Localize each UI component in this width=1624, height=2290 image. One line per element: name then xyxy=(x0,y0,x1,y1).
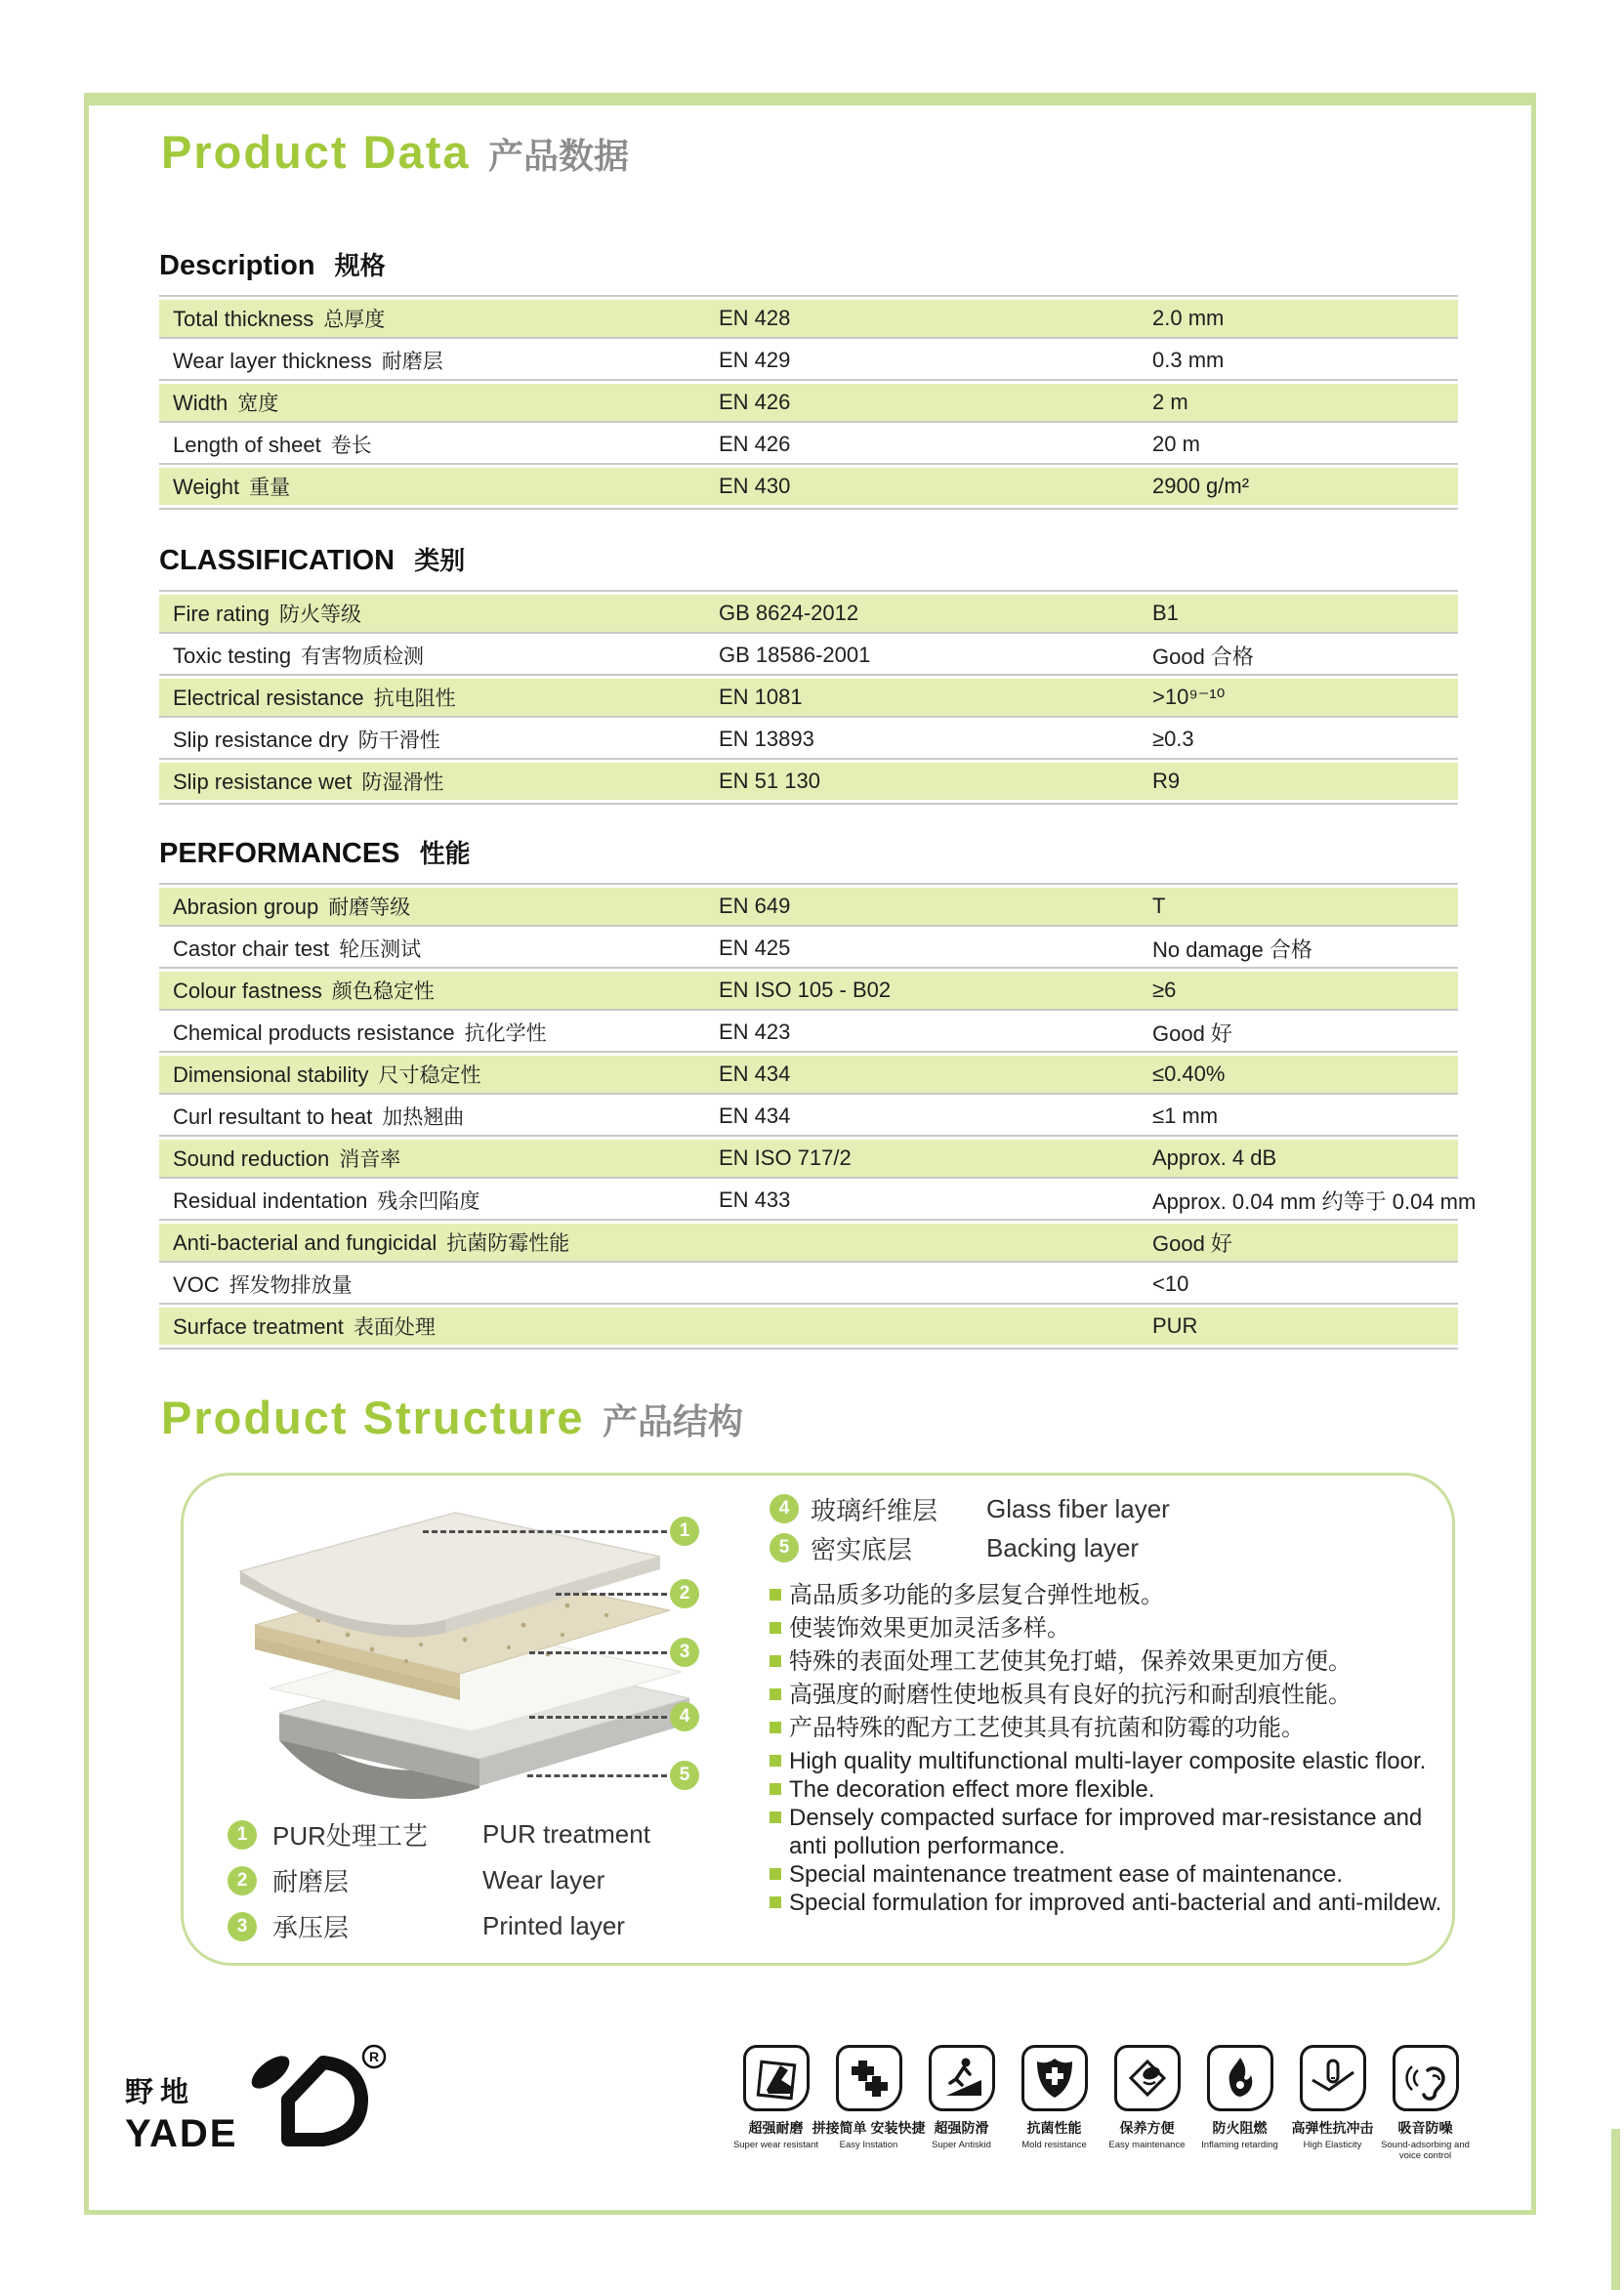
antiskid-icon xyxy=(937,2053,987,2103)
performances-table xyxy=(159,883,1477,1350)
table-row xyxy=(159,1051,1458,1093)
leader-line-3 xyxy=(529,1651,667,1654)
bullet-item xyxy=(770,1889,1453,1917)
section-description xyxy=(159,246,1458,510)
legend-left xyxy=(228,1811,650,1949)
legend-label-en: Glass fiber layer xyxy=(986,1493,1170,1523)
row-label: Length of sheet 卷长 xyxy=(173,433,372,457)
row-label: Chemical products resistance 抗化学性 xyxy=(173,1020,547,1045)
row-value: PUR xyxy=(1152,1313,1198,1338)
table-row xyxy=(159,421,1458,463)
row-standard: EN 426 xyxy=(719,390,791,414)
bullet-text: High quality multifunctional multi-layer composite elastic floor. xyxy=(789,1748,1427,1774)
section-heading-en: Description xyxy=(159,250,315,281)
row-standard: EN 426 xyxy=(719,432,791,456)
bullet-item xyxy=(770,1804,1453,1860)
bullet-text: Special maintenance treatment ease of maintenance. xyxy=(789,1861,1344,1888)
table-row xyxy=(159,1303,1458,1345)
table-row xyxy=(159,337,1458,379)
table-row xyxy=(159,674,1458,716)
table-row xyxy=(159,1093,1458,1135)
section-heading xyxy=(159,834,1458,870)
legend-number: 4 xyxy=(770,1494,799,1523)
row-standard: EN 429 xyxy=(719,348,791,372)
section-heading-en: CLASSIFICATION xyxy=(159,545,396,576)
section-heading xyxy=(159,541,1458,577)
row-standard: EN ISO 717/2 xyxy=(719,1145,852,1170)
bullet-text: The decoration effect more flexible. xyxy=(789,1776,1155,1803)
row-value: ≤1 mm xyxy=(1152,1103,1219,1128)
row-label: Curl resultant to heat 加热翘曲 xyxy=(173,1104,465,1129)
row-standard: EN 433 xyxy=(719,1187,791,1212)
bullet-square-icon xyxy=(770,1783,781,1795)
shoe-icon xyxy=(751,2053,802,2103)
ear-icon xyxy=(1400,2053,1451,2103)
structure-panel xyxy=(181,1473,1455,1966)
layer-number-2: 2 xyxy=(670,1579,699,1608)
bullet-text: Densely compacted surface for improved mar-resistance and anti pollution performance. xyxy=(789,1805,1423,1859)
layer-number-4: 4 xyxy=(670,1702,699,1731)
layer-number-5: 5 xyxy=(670,1761,699,1790)
description-table xyxy=(159,295,1458,510)
row-value: <10 xyxy=(1152,1271,1189,1296)
layer-diagram xyxy=(201,1493,729,1820)
legend-label-zh: 玻璃纤维层 xyxy=(811,1495,938,1525)
svg-text:R: R xyxy=(369,2049,380,2064)
legend-item xyxy=(228,1857,650,1903)
legend-number: 2 xyxy=(228,1866,257,1895)
legend-item xyxy=(228,1811,650,1857)
row-value: Approx. 0.04 mm 约等于 0.04 mm xyxy=(1152,1188,1477,1214)
section-heading-zh: 类别 xyxy=(414,546,466,575)
row-standard: EN 430 xyxy=(719,474,791,498)
bullet-item xyxy=(770,1775,1453,1804)
table-row xyxy=(159,1219,1458,1261)
bullet-item xyxy=(770,1612,1453,1645)
row-label: Width 宽度 xyxy=(173,391,279,415)
feature-bullets-en xyxy=(770,1747,1453,1917)
row-label: Surface treatment 表面处理 xyxy=(173,1314,436,1339)
feature-badges xyxy=(729,2045,1472,2162)
bullet-square-icon xyxy=(770,1589,781,1601)
row-standard: GB 18586-2001 xyxy=(719,643,871,667)
page-title xyxy=(161,125,629,179)
row-label: Fire rating 防火等级 xyxy=(173,602,362,626)
row-value: Good 好 xyxy=(1152,1230,1232,1256)
leader-line-4 xyxy=(529,1716,667,1719)
section-heading-zh: 性能 xyxy=(419,839,471,868)
bullet-square-icon xyxy=(770,1655,781,1667)
row-label: Sound reduction 消音率 xyxy=(173,1146,401,1171)
row-value: Good 合格 xyxy=(1152,644,1254,669)
row-standard: EN ISO 105 - B02 xyxy=(719,978,892,1002)
bullet-item xyxy=(770,1860,1453,1889)
structure-title xyxy=(161,1391,743,1444)
bullet-item xyxy=(770,1679,1453,1712)
row-value: B1 xyxy=(1152,601,1179,625)
row-value: 2900 g/m² xyxy=(1152,474,1250,498)
row-standard: EN 423 xyxy=(719,1020,791,1044)
bullet-square-icon xyxy=(770,1811,781,1823)
row-label: Colour fastness 颜色稳定性 xyxy=(173,978,435,1003)
press-finger-icon xyxy=(1308,2053,1358,2103)
row-value: ≥0.3 xyxy=(1152,727,1194,751)
legend-label-zh: 耐磨层 xyxy=(272,1867,350,1896)
row-value: 2 m xyxy=(1152,390,1188,414)
table-row xyxy=(159,379,1458,421)
flame-icon xyxy=(1215,2053,1266,2103)
table-row xyxy=(159,758,1458,800)
row-value: Good 好 xyxy=(1152,1020,1232,1046)
legend-item xyxy=(770,1528,1170,1567)
row-standard: EN 13893 xyxy=(719,727,814,751)
section-heading-zh: 规格 xyxy=(334,251,386,280)
bullet-square-icon xyxy=(770,1688,781,1700)
bullet-square-icon xyxy=(770,1868,781,1880)
table-row xyxy=(159,632,1458,674)
puzzle-icon xyxy=(844,2053,895,2103)
row-standard: GB 8624-2012 xyxy=(719,601,859,625)
yade-logo-icon xyxy=(243,2043,390,2150)
badge-easy-installation: 拼接简单 安装快捷 Easy Instation xyxy=(822,2045,915,2162)
row-label: Wear layer thickness 耐磨层 xyxy=(173,349,443,373)
row-label: Dimensional stability 尺寸稳定性 xyxy=(173,1062,481,1087)
row-label: Residual indentation 残余凹陷度 xyxy=(173,1188,480,1213)
row-value: R9 xyxy=(1152,769,1181,793)
legend-label-en: PUR treatment xyxy=(482,1819,650,1849)
structure-title-en: Product Structure xyxy=(161,1392,585,1443)
legend-item xyxy=(228,1903,650,1949)
legend-label-zh: 承压层 xyxy=(272,1913,350,1942)
row-label: Slip resistance wet 防湿滑性 xyxy=(173,770,444,794)
brand-name-en: YADE xyxy=(125,2112,238,2155)
row-value: 20 m xyxy=(1152,432,1200,456)
row-label: Castor chair test 轮压测试 xyxy=(173,937,422,961)
legend-label-zh: PUR处理工艺 xyxy=(272,1821,428,1851)
brand-logo-text xyxy=(125,2043,237,2156)
row-value: ≥6 xyxy=(1152,978,1177,1002)
legend-number: 5 xyxy=(770,1533,799,1562)
shield-cross-icon xyxy=(1029,2053,1080,2103)
table-row xyxy=(159,1135,1458,1177)
row-standard: EN 428 xyxy=(719,306,791,330)
bullet-square-icon xyxy=(770,1755,781,1767)
row-standard: EN 649 xyxy=(719,894,791,918)
row-standard: EN 434 xyxy=(719,1103,791,1128)
legend-number: 1 xyxy=(228,1820,257,1850)
row-label: Toxic testing 有害物质检测 xyxy=(173,644,425,668)
table-row xyxy=(159,967,1458,1009)
badge-fire-retardant: 防火阻燃 Inflaming retarding xyxy=(1193,2045,1286,2162)
badge-antibacterial: 抗菌性能 Mold resistance xyxy=(1008,2045,1101,2162)
row-value: 0.3 mm xyxy=(1152,348,1225,372)
table-row xyxy=(159,925,1458,967)
table-row xyxy=(159,1261,1458,1303)
legend-label-en: Wear layer xyxy=(482,1865,605,1894)
page-title-en: Product Data xyxy=(161,126,471,178)
brand-name-zh: 野地 xyxy=(125,2077,196,2108)
page-title-zh: 产品数据 xyxy=(487,136,629,176)
badge-wear-resistant: 超强耐磨 Super wear resistant xyxy=(729,2045,822,2162)
row-label: Weight 重量 xyxy=(173,475,291,499)
badge-antiskid: 超强防滑 Super Antiskid xyxy=(915,2045,1008,2162)
bullet-text: 产品特殊的配方工艺使其具有抗菌和防霉的功能。 xyxy=(789,1715,1305,1741)
legend-right xyxy=(770,1489,1170,1567)
section-classification xyxy=(159,541,1458,805)
legend-item xyxy=(770,1489,1170,1528)
bullet-text: 特殊的表面处理工艺使其免打蜡，保养效果更加方便。 xyxy=(789,1648,1352,1675)
row-standard: EN 425 xyxy=(719,936,791,960)
table-row xyxy=(159,590,1458,632)
table-row xyxy=(159,295,1458,337)
table-row xyxy=(159,1009,1458,1051)
layer-number-3: 3 xyxy=(670,1638,699,1667)
section-heading-en: PERFORMANCES xyxy=(159,838,400,869)
legend-label-en: Backing layer xyxy=(986,1532,1140,1562)
section-performances xyxy=(159,834,1477,1350)
row-value: T xyxy=(1152,894,1166,918)
brand-logo xyxy=(125,2043,390,2156)
feature-bullets-zh xyxy=(770,1579,1453,1745)
structure-title-zh: 产品结构 xyxy=(603,1401,744,1441)
table-row xyxy=(159,1177,1477,1219)
table-row xyxy=(159,716,1458,758)
row-value: Approx. 4 dB xyxy=(1152,1145,1277,1170)
bullet-square-icon xyxy=(770,1722,781,1733)
bullet-square-icon xyxy=(770,1622,781,1634)
row-standard: EN 51 130 xyxy=(719,769,820,793)
wipe-hand-icon xyxy=(1122,2053,1173,2103)
row-label: Total thickness 总厚度 xyxy=(173,307,386,331)
row-standard: EN 1081 xyxy=(719,685,803,709)
badge-high-elasticity: 高弹性抗冲击 High Elasticity xyxy=(1286,2045,1379,2162)
badge-easy-maintenance: 保养方便 Easy maintenance xyxy=(1101,2045,1193,2162)
leader-line-2 xyxy=(556,1593,667,1596)
table-row xyxy=(159,883,1458,925)
bullet-item xyxy=(770,1645,1453,1679)
bullet-text: 使装饰效果更加灵活多样。 xyxy=(789,1615,1070,1642)
badge-sound-absorbing: 吸音防噪 Sound-adsorbing and voice control xyxy=(1379,2045,1472,2162)
row-value: ≤0.40% xyxy=(1152,1062,1226,1086)
layer-number-1: 1 xyxy=(670,1517,699,1546)
table-row xyxy=(159,463,1458,505)
section-heading xyxy=(159,246,1458,282)
bullet-item xyxy=(770,1579,1453,1612)
bullet-item xyxy=(770,1712,1453,1745)
leader-line-1 xyxy=(423,1530,667,1533)
legend-label-zh: 密实底层 xyxy=(811,1534,913,1564)
bullet-item xyxy=(770,1747,1453,1775)
row-value: No damage 合格 xyxy=(1152,937,1312,962)
row-value: 2.0 mm xyxy=(1152,306,1225,330)
bullet-text: 高品质多功能的多层复合弹性地板。 xyxy=(789,1582,1164,1608)
row-label: VOC 挥发物排放量 xyxy=(173,1272,353,1297)
bullet-text: 高强度的耐磨性使地板具有良好的抗污和耐刮痕性能。 xyxy=(789,1682,1352,1708)
right-edge-accent xyxy=(1611,2129,1620,2290)
legend-label-en: Printed layer xyxy=(482,1911,625,1940)
row-value: >10⁹⁻¹⁰ xyxy=(1152,685,1226,709)
row-label: Abrasion group 耐磨等级 xyxy=(173,895,411,919)
classification-table xyxy=(159,590,1458,805)
row-label: Anti-bacterial and fungicidal 抗菌防霉性能 xyxy=(173,1230,570,1255)
bullet-text: Special formulation for improved anti-bacterial and anti-mildew. xyxy=(789,1890,1442,1916)
row-standard: EN 434 xyxy=(719,1062,791,1086)
leader-line-5 xyxy=(527,1774,667,1777)
row-label: Slip resistance dry 防干滑性 xyxy=(173,728,440,752)
legend-number: 3 xyxy=(228,1912,257,1941)
row-label: Electrical resistance 抗电阻性 xyxy=(173,686,456,710)
bullet-square-icon xyxy=(770,1896,781,1908)
